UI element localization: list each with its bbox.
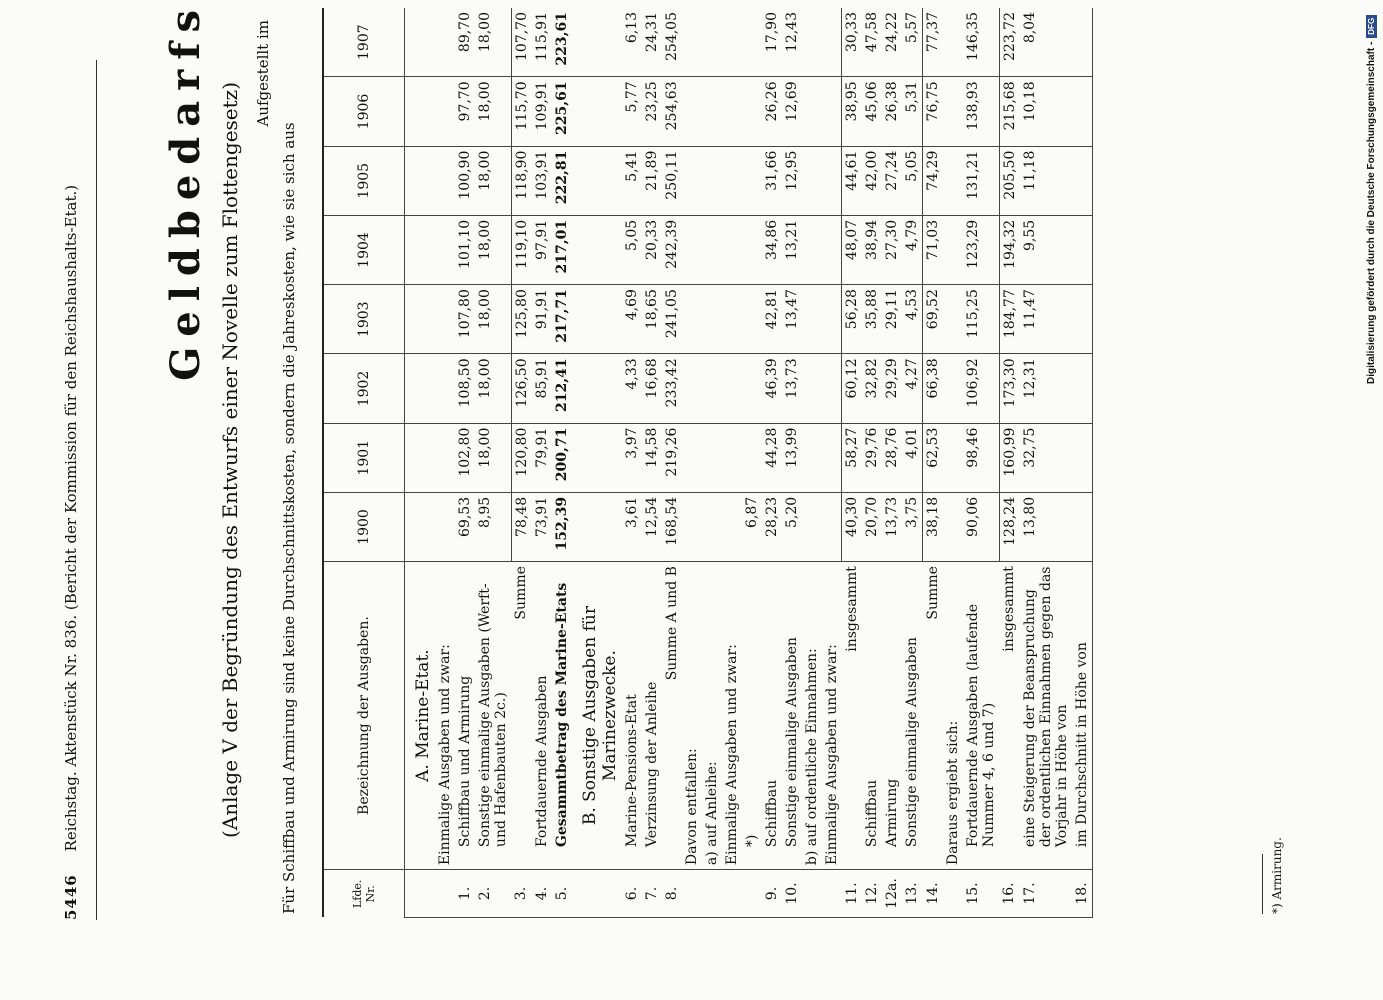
row-number: 5.: [552, 870, 572, 918]
row-number: 14.: [923, 870, 944, 918]
value-cell: 241,05: [662, 285, 682, 354]
section-a-heading: A. Marine-Etat.: [405, 562, 436, 870]
value-cell: 29,11: [882, 285, 902, 354]
subheading: b) auf ordentliche Einnahmen:: [802, 562, 822, 870]
col-header-year: 1902: [323, 354, 405, 423]
value-cell: [1072, 354, 1093, 423]
value-cell: 29,29: [882, 354, 902, 423]
value-cell: [1072, 285, 1093, 354]
value-cell: 27,30: [882, 215, 902, 284]
value-cell: 66,38: [923, 354, 944, 423]
value-cell: 215,68: [999, 77, 1020, 146]
value-cell: [742, 423, 762, 492]
value-cell: 17,90: [762, 8, 782, 77]
col-header-year: 1904: [323, 215, 405, 284]
subheading-row: [943, 8, 963, 918]
row-label: Gesammtbetrag des Marine-Etats: [552, 562, 572, 870]
value-cell: 205,50: [999, 146, 1020, 215]
value-cell: 13,80: [1020, 492, 1072, 561]
value-cell: 115,91: [532, 8, 552, 77]
table-row: [882, 8, 902, 918]
value-cell: [1072, 215, 1093, 284]
value-cell: [742, 354, 762, 423]
value-cell: 60,12: [842, 354, 863, 423]
value-cell: 13,21: [782, 215, 802, 284]
row-label: insgesammt: [999, 562, 1020, 870]
value-cell: 4,53: [902, 285, 923, 354]
value-cell: 73,91: [532, 492, 552, 561]
value-cell: 71,03: [923, 215, 944, 284]
subheading: Einmalige Ausgaben und zwar:: [822, 562, 842, 870]
value-cell: 28,23: [762, 492, 782, 561]
subheading-row: [682, 8, 702, 918]
value-cell: 24,31: [642, 8, 662, 77]
value-cell: 126,50: [511, 354, 532, 423]
value-cell: 69,52: [923, 285, 944, 354]
value-cell: 4,33: [622, 354, 642, 423]
row-label: Summe: [923, 562, 944, 870]
value-cell: 24,22: [882, 8, 902, 77]
expenses-table: [322, 8, 1093, 918]
value-cell: 3,75: [902, 492, 923, 561]
row-number: 4.: [532, 870, 552, 918]
value-cell: 40,30: [842, 492, 863, 561]
value-cell: 123,29: [963, 215, 999, 284]
table-row: [842, 8, 863, 918]
value-cell: 79,91: [532, 423, 552, 492]
table-row: [742, 8, 762, 918]
subheading-row: [802, 8, 822, 918]
value-cell: 103,91: [532, 146, 552, 215]
value-cell: [742, 77, 762, 146]
value-cell: 90,06: [963, 492, 999, 561]
row-label: Fortdauernde Ausgaben (laufende Nummer 4, 6 und 7): [963, 562, 999, 870]
value-cell: 18,00: [475, 215, 511, 284]
row-number: 1.: [455, 870, 475, 918]
value-cell: 69,53: [455, 492, 475, 561]
value-cell: 44,28: [762, 423, 782, 492]
value-cell: 5,41: [622, 146, 642, 215]
value-cell: 18,00: [475, 285, 511, 354]
subheading: Einmalige Ausgaben und zwar:: [722, 562, 742, 870]
subheading: Davon entfallen:: [682, 562, 702, 870]
value-cell: 18,65: [642, 285, 662, 354]
value-cell: 12,54: [642, 492, 662, 561]
row-number: 15.: [963, 870, 999, 918]
value-cell: 254,05: [662, 8, 682, 77]
row-number: 7.: [642, 870, 662, 918]
value-cell: 131,21: [963, 146, 999, 215]
value-cell: 184,77: [999, 285, 1020, 354]
table-row: [762, 8, 782, 918]
value-cell: 18,00: [475, 8, 511, 77]
footnote-rule: [1262, 854, 1263, 914]
table-row: [622, 8, 642, 918]
value-cell: 219,26: [662, 423, 682, 492]
row-number: [742, 870, 762, 918]
value-cell: 4,69: [622, 285, 642, 354]
row-label: Marine-Pensions-Etat: [622, 562, 642, 870]
table-row: [923, 8, 944, 918]
subheading-row: [572, 8, 622, 918]
value-cell: 106,92: [963, 354, 999, 423]
value-cell: 233,42: [662, 354, 682, 423]
value-cell: [1072, 146, 1093, 215]
col-header-year: 1906: [323, 77, 405, 146]
value-cell: 173,30: [999, 354, 1020, 423]
value-cell: 20,33: [642, 215, 662, 284]
dfg-logo: DFG: [1366, 15, 1377, 38]
col-header-nr: Lfde. Nr.: [323, 870, 405, 918]
table-row: [475, 8, 511, 918]
value-cell: 146,35: [963, 8, 999, 77]
table-row: [1020, 8, 1072, 918]
value-cell: 5,05: [622, 215, 642, 284]
col-header-year: 1901: [323, 423, 405, 492]
table-row: [902, 8, 923, 918]
value-cell: 102,80: [455, 423, 475, 492]
value-cell: [742, 215, 762, 284]
value-cell: 42,00: [862, 146, 882, 215]
credit-text: Digitalisierung gefördert durch die Deutsche Forschungsgemeinschaft -: [1366, 41, 1377, 384]
row-number: 18.: [1072, 870, 1093, 918]
value-cell: 109,91: [532, 77, 552, 146]
value-cell: 47,58: [862, 8, 882, 77]
value-cell: 212,41: [552, 354, 572, 423]
row-label: Verzinsung der Anleihe: [642, 562, 662, 870]
row-number: 6.: [622, 870, 642, 918]
value-cell: 4,01: [902, 423, 923, 492]
page-title: Geldbedarfs: [162, 0, 209, 381]
value-cell: 38,18: [923, 492, 944, 561]
value-cell: 160,99: [999, 423, 1020, 492]
table-row: [662, 8, 682, 918]
row-number: 16.: [999, 870, 1020, 918]
value-cell: 115,70: [511, 77, 532, 146]
value-cell: 58,27: [842, 423, 863, 492]
subheading-row: [702, 8, 722, 918]
value-cell: 85,91: [532, 354, 552, 423]
table-header-row: [323, 8, 405, 918]
row-label: im Durchschnitt in Höhe von: [1072, 562, 1093, 870]
header-rule: [96, 60, 97, 920]
value-cell: 225,61: [552, 77, 572, 146]
row-number: 12a.: [882, 870, 902, 918]
header-text: Reichstag. Aktenstück Nr. 836. (Bericht der Kommission für den Reichshaushalts-Etat.): [62, 184, 80, 852]
col-header-year: 1903: [323, 285, 405, 354]
value-cell: 89,70: [455, 8, 475, 77]
value-cell: 250,11: [662, 146, 682, 215]
digitization-credit: [1366, 12, 1383, 384]
page-header: [62, 60, 80, 920]
value-cell: 107,70: [511, 8, 532, 77]
value-cell: 101,10: [455, 215, 475, 284]
value-cell: 119,10: [511, 215, 532, 284]
value-cell: 44,61: [842, 146, 863, 215]
section-row: [405, 8, 436, 918]
col-header-year: 1905: [323, 146, 405, 215]
value-cell: [1072, 423, 1093, 492]
row-label: insgesammt: [842, 562, 863, 870]
value-cell: 8,95: [475, 492, 511, 561]
value-cell: 32,82: [862, 354, 882, 423]
value-cell: 100,90: [455, 146, 475, 215]
value-cell: [1072, 8, 1093, 77]
value-cell: 4,27: [902, 354, 923, 423]
value-cell: [1072, 77, 1093, 146]
table-body: [405, 8, 1093, 918]
row-label: Armirung: [882, 562, 902, 870]
subheading-row: [435, 8, 455, 918]
row-label: Sonstige einmalige Ausgaben: [782, 562, 802, 870]
value-cell: 62,53: [923, 423, 944, 492]
value-cell: [742, 285, 762, 354]
value-cell: 78,48: [511, 492, 532, 561]
value-cell: 13,47: [782, 285, 802, 354]
intro-line-2: Für Schiffbau und Armirung sind keine Durchschnittskosten, sondern die Jahreskosten, wie sie sich aus: [280, 122, 298, 914]
value-cell: 217,01: [552, 215, 572, 284]
value-cell: 194,32: [999, 215, 1020, 284]
table-row: [532, 8, 552, 918]
table-row: [999, 8, 1020, 918]
value-cell: 125,80: [511, 285, 532, 354]
row-number: 10.: [782, 870, 802, 918]
value-cell: 107,80: [455, 285, 475, 354]
value-cell: 5,05: [902, 146, 923, 215]
value-cell: 12,31: [1020, 354, 1072, 423]
row-label: Fortdauernde Ausgaben: [532, 562, 552, 870]
value-cell: 6,13: [622, 8, 642, 77]
table-row: [455, 8, 475, 918]
einmalige-heading: Einmalige Ausgaben und zwar:: [435, 562, 455, 870]
value-cell: 18,00: [475, 423, 511, 492]
subheading-row: [822, 8, 842, 918]
row-label: Sonstige einmalige Ausgaben: [902, 562, 923, 870]
value-cell: 35,88: [862, 285, 882, 354]
value-cell: 14,58: [642, 423, 662, 492]
row-label: Summe A und B: [662, 562, 682, 870]
page-subtitle: (Anlage V der Begründung des Entwurfs einer Novelle zum Flottengesetz): [218, 81, 242, 839]
value-cell: 5,20: [782, 492, 802, 561]
row-number: 11.: [842, 870, 863, 918]
row-label: *): [742, 562, 762, 870]
row-number: 12.: [862, 870, 882, 918]
value-cell: 4,79: [902, 215, 923, 284]
value-cell: 222,81: [552, 146, 572, 215]
value-cell: 77,37: [923, 8, 944, 77]
value-cell: 32,75: [1020, 423, 1072, 492]
row-number: 9.: [762, 870, 782, 918]
intro-line-1: Aufgestellt im: [254, 20, 272, 127]
value-cell: 91,91: [532, 285, 552, 354]
value-cell: 115,25: [963, 285, 999, 354]
value-cell: 26,26: [762, 77, 782, 146]
value-cell: 48,07: [842, 215, 863, 284]
value-cell: 18,00: [475, 354, 511, 423]
value-cell: 74,29: [923, 146, 944, 215]
table-row: [511, 8, 532, 918]
value-cell: 12,69: [782, 77, 802, 146]
col-header-year: 1900: [323, 492, 405, 561]
col-header-year: 1907: [323, 8, 405, 77]
value-cell: 97,91: [532, 215, 552, 284]
value-cell: 10,18: [1020, 77, 1072, 146]
value-cell: [1072, 492, 1093, 561]
value-cell: 26,38: [882, 77, 902, 146]
row-label: Summe: [511, 562, 532, 870]
value-cell: 5,31: [902, 77, 923, 146]
row-label: eine Steigerung der Beanspruchung der ordentlichen Einnahmen gegen das Vorjahr in Höhe von: [1020, 562, 1072, 870]
page-number: 5446: [62, 874, 80, 920]
value-cell: 76,75: [923, 77, 944, 146]
value-cell: 12,95: [782, 146, 802, 215]
value-cell: 138,93: [963, 77, 999, 146]
value-cell: 21,89: [642, 146, 662, 215]
row-number: 3.: [511, 870, 532, 918]
value-cell: 6,87: [742, 492, 762, 561]
value-cell: 5,77: [622, 77, 642, 146]
value-cell: [742, 146, 762, 215]
row-number: 13.: [902, 870, 923, 918]
value-cell: 16,68: [642, 354, 662, 423]
value-cell: 11,18: [1020, 146, 1072, 215]
value-cell: 3,61: [622, 492, 642, 561]
value-cell: 20,70: [862, 492, 882, 561]
value-cell: 56,28: [842, 285, 863, 354]
row-label: Sonstige einmalige Ausgaben (Werft- und Hafenbauten 2c.): [475, 562, 511, 870]
table-row: [862, 8, 882, 918]
col-header-desc: Bezeichnung der Ausgaben.: [323, 562, 405, 870]
value-cell: 31,66: [762, 146, 782, 215]
value-cell: 28,76: [882, 423, 902, 492]
value-cell: 34,86: [762, 215, 782, 284]
value-cell: 12,43: [782, 8, 802, 77]
value-cell: 128,24: [999, 492, 1020, 561]
value-cell: 3,97: [622, 423, 642, 492]
value-cell: [742, 8, 762, 77]
value-cell: 18,00: [475, 146, 511, 215]
row-label: Schiffbau: [862, 562, 882, 870]
value-cell: 9,55: [1020, 215, 1072, 284]
value-cell: 168,54: [662, 492, 682, 561]
table-row: [963, 8, 999, 918]
value-cell: 97,70: [455, 77, 475, 146]
value-cell: 8,04: [1020, 8, 1072, 77]
value-cell: 120,80: [511, 423, 532, 492]
table-row: [782, 8, 802, 918]
value-cell: 30,33: [842, 8, 863, 77]
value-cell: 217,71: [552, 285, 572, 354]
value-cell: 108,50: [455, 354, 475, 423]
subheading: B. Sonstige Ausgaben für Marinezwecke.: [572, 562, 622, 870]
value-cell: 23,25: [642, 77, 662, 146]
row-number: 8.: [662, 870, 682, 918]
table-row: [552, 8, 572, 918]
value-cell: 242,39: [662, 215, 682, 284]
row-label: Schiffbau: [762, 562, 782, 870]
value-cell: 38,94: [862, 215, 882, 284]
value-cell: 13,99: [782, 423, 802, 492]
subheading: a) auf Anleihe:: [702, 562, 722, 870]
value-cell: 223,61: [552, 8, 572, 77]
row-number: 17.: [1020, 870, 1072, 918]
value-cell: 29,76: [862, 423, 882, 492]
value-cell: 98,46: [963, 423, 999, 492]
row-label: Schiffbau und Armirung: [455, 562, 475, 870]
value-cell: 254,63: [662, 77, 682, 146]
value-cell: 223,72: [999, 8, 1020, 77]
subheading: Daraus ergiebt sich:: [943, 562, 963, 870]
table-row: [642, 8, 662, 918]
value-cell: 13,73: [882, 492, 902, 561]
value-cell: 152,39: [552, 492, 572, 561]
value-cell: 11,47: [1020, 285, 1072, 354]
table-row: [1072, 8, 1093, 918]
value-cell: 118,90: [511, 146, 532, 215]
value-cell: 45,06: [862, 77, 882, 146]
value-cell: 38,95: [842, 77, 863, 146]
value-cell: 200,71: [552, 423, 572, 492]
value-cell: 18,00: [475, 77, 511, 146]
subheading-row: [722, 8, 742, 918]
footnote: *) Armirung.: [1270, 837, 1284, 914]
value-cell: 13,73: [782, 354, 802, 423]
value-cell: 27,24: [882, 146, 902, 215]
value-cell: 5,57: [902, 8, 923, 77]
value-cell: 42,81: [762, 285, 782, 354]
value-cell: 46,39: [762, 354, 782, 423]
row-number: 2.: [475, 870, 511, 918]
